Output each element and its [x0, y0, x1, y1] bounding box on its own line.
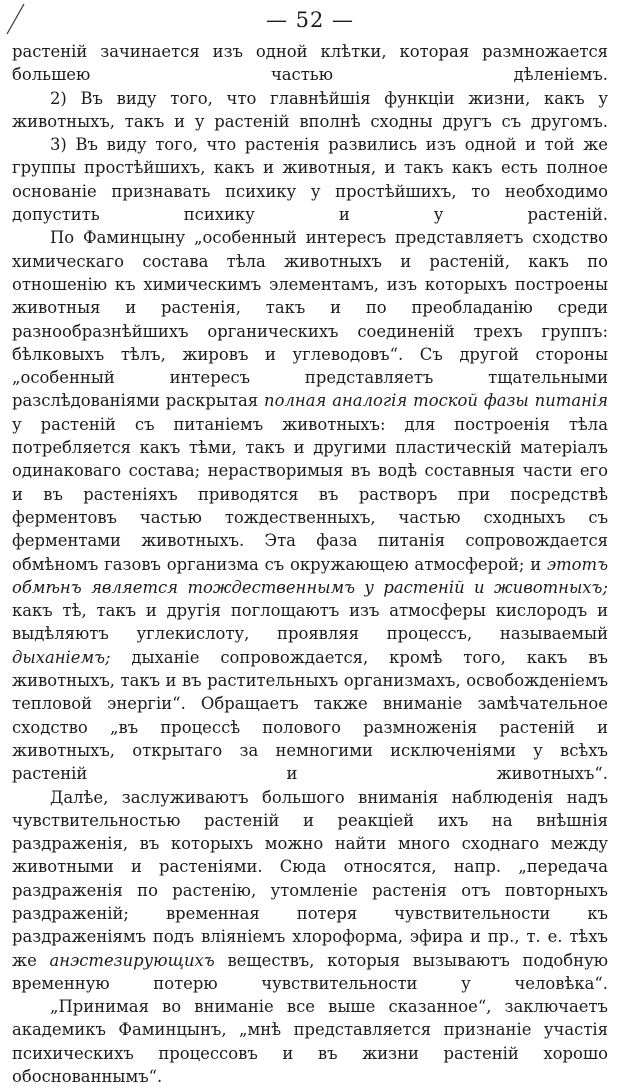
text-run: По Фаминцыну „особенный интересъ представляетъ сходство химическаго состава тѣла животныхъ и растеній, какъ по отношенію къ химическимъ элементамъ, изъ которыхъ построены животныя и растенія, такъ и по преобладанію среди разнообразнѣйшихъ органическихъ соединеній трехъ группъ: бѣлковыхъ тѣлъ, жировъ и углеводовъ“. Съ другой стороны „особенный интересъ представляетъ тщательными разслѣдованіями раскрытая: [12, 228, 608, 411]
text-run: 3) Въ виду того, что растенія развились изъ одной и той же группы простѣйшихъ, какъ и животныя, и такъ какъ есть полное основаніе признавать психику у простѣйшихъ, то необходимо допустить психику и у растеній.: [12, 135, 608, 225]
text-run: какъ тѣ, такъ и другія поглощаютъ изъ атмосферы кислородъ и выдѣляютъ углекислоту, проявляя процессъ, называемый: [12, 601, 608, 644]
italic-text-run: анэстезирующихъ: [49, 950, 215, 970]
text-run: Далѣе, заслуживаютъ большого вниманія наблюденія надъ чувствительностью растеній и реакціей ихъ на внѣшнія раздраженія, въ которыхъ можно найти много сходнаго между животными и растеніями. Сюда относятся, напр. „передача раздраженія по растенію, утомленіе растенія отъ повторныхъ раздраженій; временная потеря чувствительности къ раздраженіямъ подъ вліяніемъ хлороформа, эфира и пр., т. е. тѣхъ же: [12, 787, 608, 970]
paragraph-4: [12, 226, 608, 785]
book-page: [12, 6, 608, 1087]
paragraph-1: [12, 40, 608, 87]
paragraph-3: [12, 133, 608, 226]
page-number: — 52 —: [265, 8, 355, 32]
text-run: 2) Въ виду того, что главнѣйшія функціи жизни, какъ у животныхъ, такъ и у растеній вполнѣ сходны другъ съ другомъ.: [12, 88, 608, 131]
paragraph-2: [12, 87, 608, 134]
paragraph-6: [12, 995, 608, 1088]
text-run: у растеній съ питаніемъ животныхъ: для построенія тѣла потребляется какъ тѣми, такъ и другими пластическій матеріалъ одинаковаго состава; нерастворимыя въ водѣ составныя части его и въ растеніяхъ приводятся въ растворъ при посредствѣ ферментовъ частью тождественныхъ, частью сходныхъ съ ферментами животныхъ. Эта фаза питанія сопровождается обмѣномъ газовъ организма съ окружающею атмосферой; и: [12, 414, 608, 574]
text-run: растеній зачинается изъ одной клѣтки, которая размножается большею частью дѣленіемъ.: [12, 42, 608, 85]
text-run: „Принимая во вниманіе все выше сказанное“, заключаетъ академикъ Фаминцынъ, „мнѣ представляется признаніе участія психическихъ процессовъ и въ жизни растеній хорошо обоснованнымъ“.: [12, 997, 608, 1087]
text-run: дыханіе сопровождается, кромѣ того, какъ въ животныхъ, такъ и въ растительныхъ организмахъ, освобожденіемъ тепловой энергіи“. Обращаетъ также вниманіе замѣчательное сходство „въ процессѣ полового размноженія растеній и животныхъ, открытаго за немногими исключеніями у всѣхъ растеній и животныхъ“.: [12, 647, 608, 784]
italic-text-run: этотъ обмѣнъ является тождественнымъ у растеній и животныхъ;: [12, 554, 608, 597]
page-body: [12, 40, 608, 1088]
italic-text-run: полная аналогія тоской фазы питанія: [264, 391, 608, 411]
italic-text-run: дыханіемъ;: [12, 647, 111, 667]
text-run: веществъ, которыя вызываютъ подобную временную потерю чувствительности у человѣка“.: [12, 950, 608, 993]
paragraph-5: [12, 786, 608, 996]
